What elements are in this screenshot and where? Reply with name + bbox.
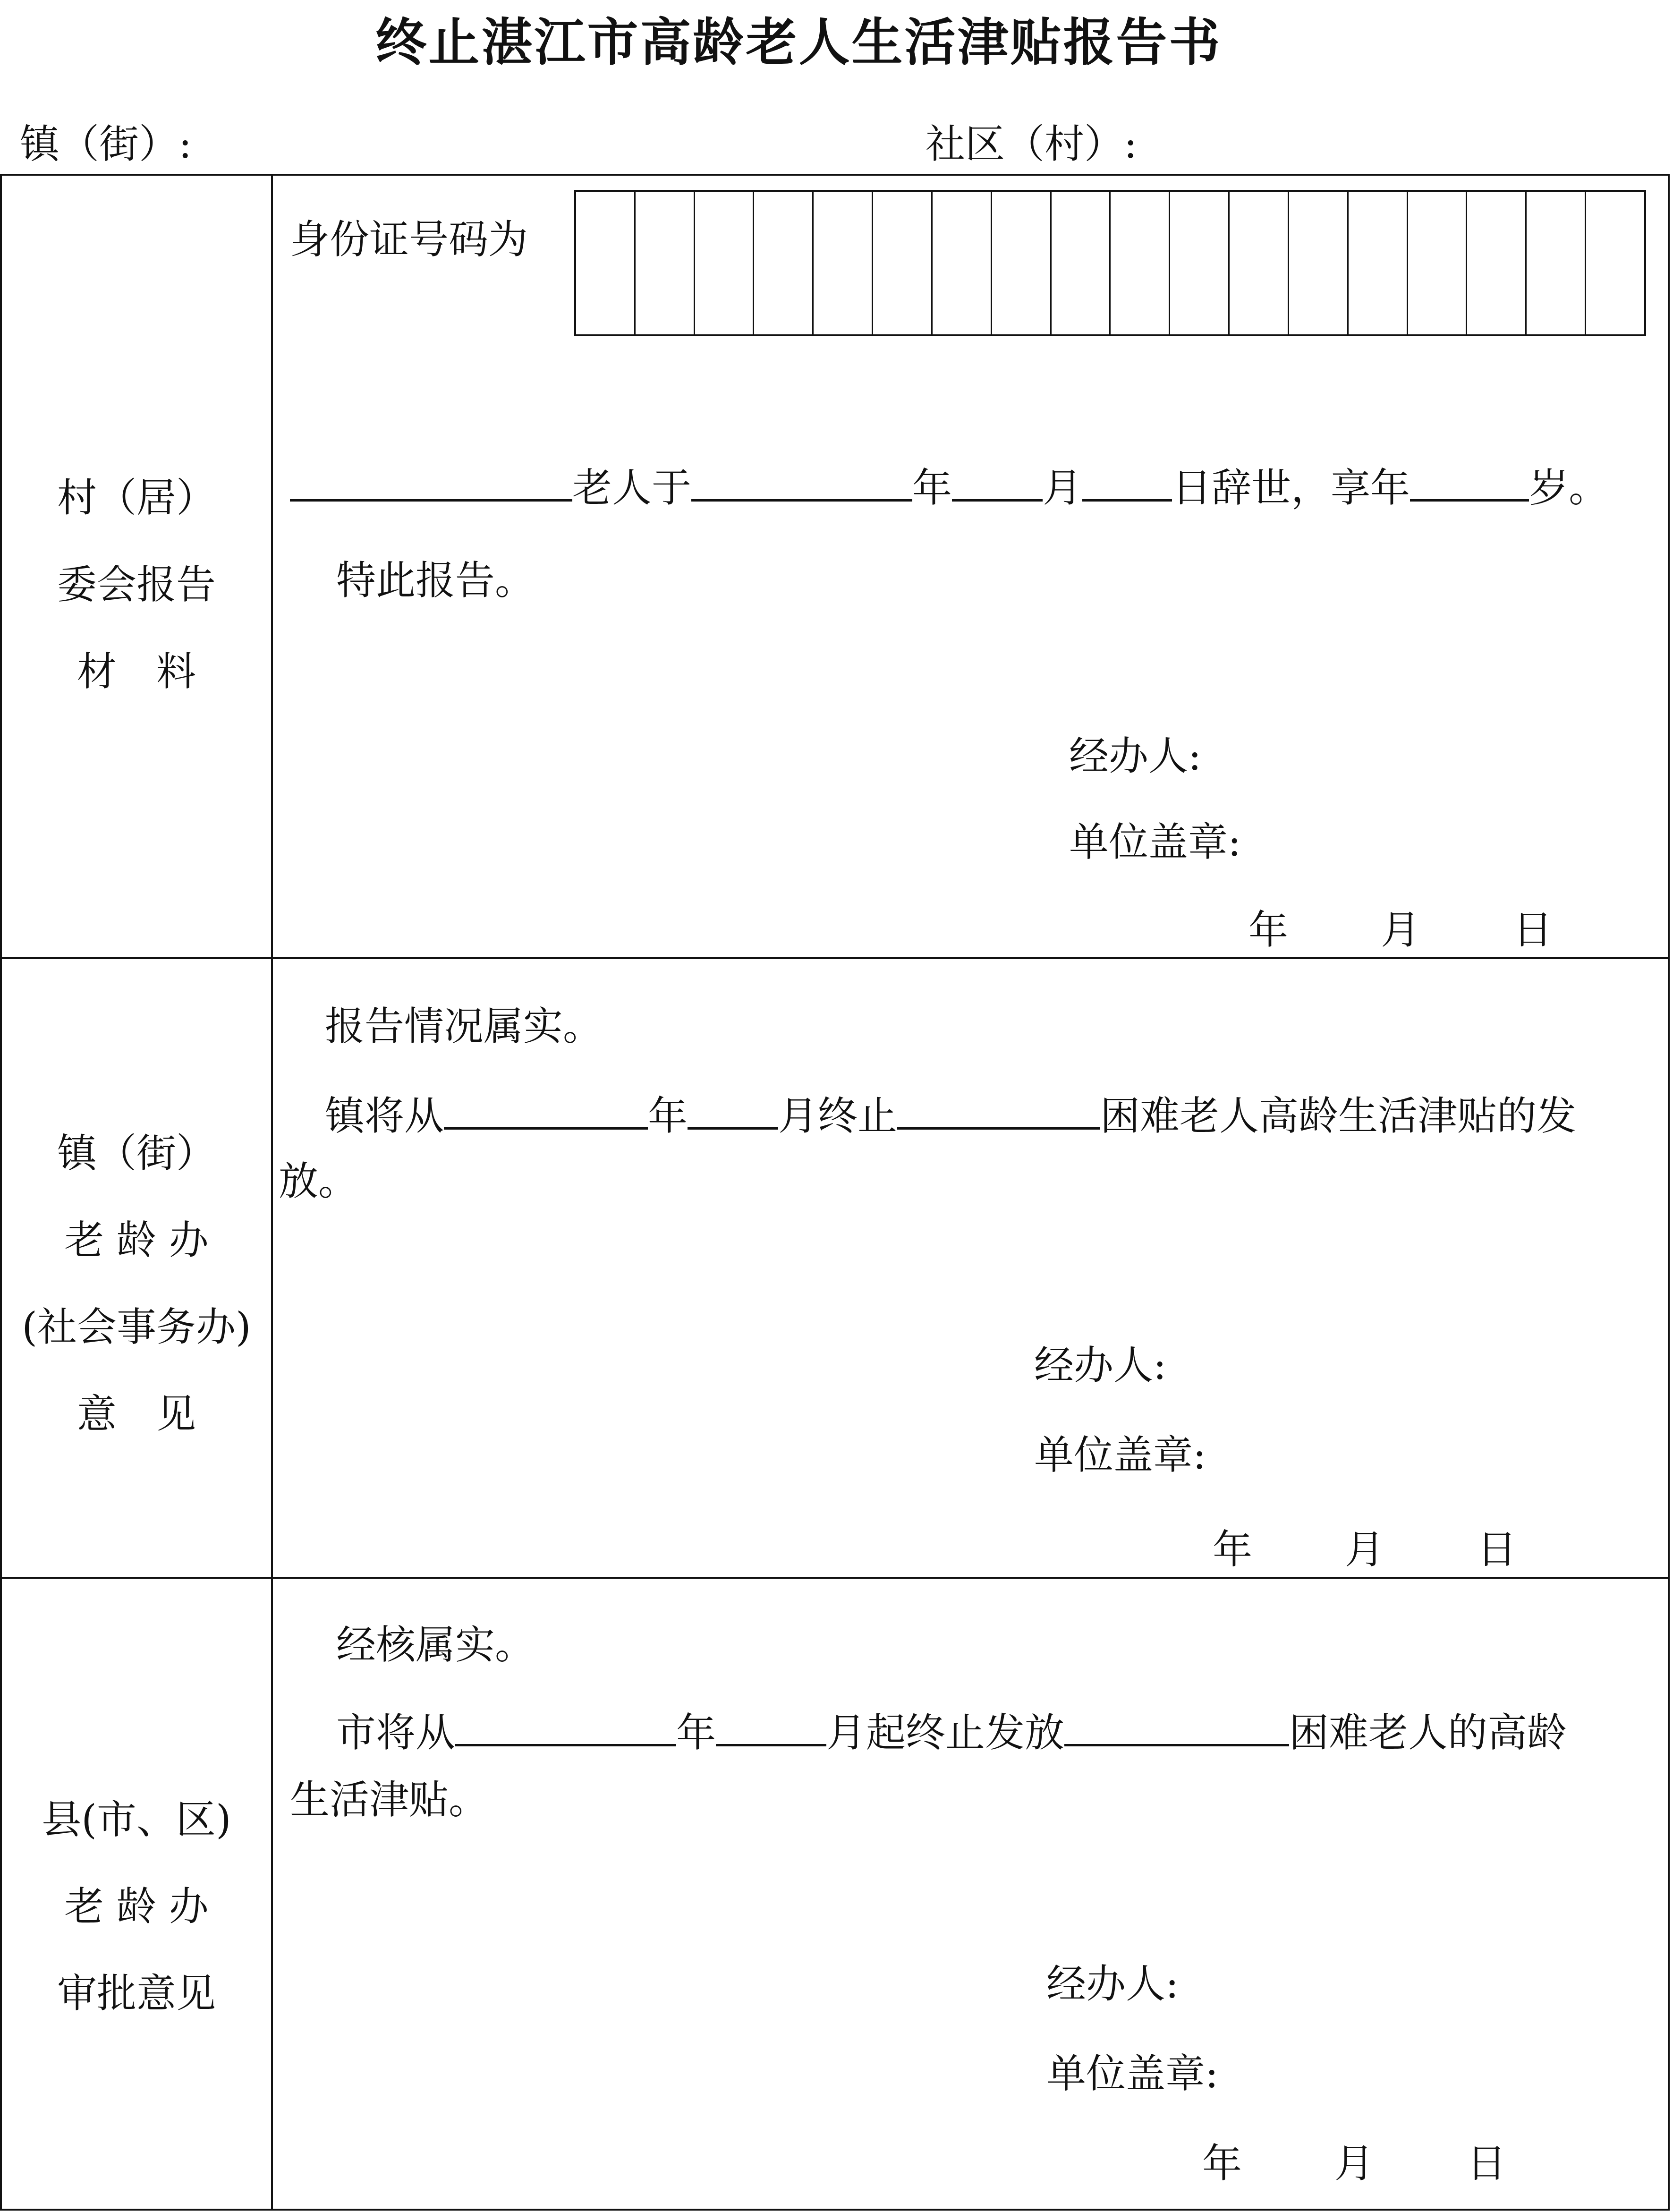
- id-digit-box[interactable]: [1111, 192, 1170, 334]
- sentence-text: 日辞世，享年: [1172, 465, 1410, 511]
- seal-label: 单位盖章:: [1046, 2050, 1219, 2097]
- confirm-statement: 经核属实。: [336, 1622, 535, 1668]
- seal-label: 单位盖章:: [1069, 819, 1241, 865]
- section1-label: [2, 454, 271, 715]
- id-digit-box[interactable]: [1586, 192, 1644, 334]
- id-number-label: 身份证号码为: [290, 216, 528, 263]
- city-stop-sentence: [336, 1707, 1567, 1759]
- sentence-text: 年: [648, 1093, 688, 1139]
- date-day: 日: [1513, 907, 1553, 953]
- town-stop-sentence-cont: 放。: [279, 1158, 358, 1204]
- page-title: 终止湛江市高龄老人生活津贴报告书: [375, 13, 1222, 72]
- id-digit-box[interactable]: [992, 192, 1052, 334]
- section2-date: [1213, 1523, 1517, 1575]
- section2-label-line: 意 见: [76, 1391, 196, 1437]
- town-year-blank[interactable]: [444, 1091, 648, 1130]
- handler-label: 经办人:: [1069, 733, 1202, 779]
- city-year-blank[interactable]: [455, 1708, 676, 1746]
- death-year-blank[interactable]: [691, 463, 912, 502]
- seal-label: 单位盖章:: [1034, 1432, 1206, 1478]
- id-digit-box[interactable]: [1527, 192, 1586, 334]
- sentence-text: 月: [1043, 465, 1083, 511]
- age-blank[interactable]: [1410, 463, 1529, 502]
- city-elder-name-blank[interactable]: [1064, 1708, 1289, 1746]
- row-divider-1: [0, 957, 1670, 959]
- sentence-text: 老人于: [572, 465, 692, 511]
- id-digit-box[interactable]: [873, 192, 933, 334]
- id-digit-box[interactable]: [576, 192, 636, 334]
- id-digit-box[interactable]: [1467, 192, 1527, 334]
- section1-label-line: 委会报告: [57, 562, 216, 608]
- id-digit-box[interactable]: [933, 192, 992, 334]
- death-month-blank[interactable]: [952, 463, 1043, 502]
- sentence-text: 市将从: [336, 1710, 456, 1756]
- date-month: 月: [1345, 1526, 1385, 1573]
- id-digit-box[interactable]: [1349, 192, 1408, 334]
- sentence-text: 岁。: [1529, 465, 1609, 511]
- town-stop-sentence: [325, 1090, 1576, 1142]
- sentence-text: 月终止: [778, 1093, 898, 1139]
- id-digit-box[interactable]: [1289, 192, 1349, 334]
- id-digit-box[interactable]: [1230, 192, 1289, 334]
- id-digit-box[interactable]: [1170, 192, 1230, 334]
- date-year: 年: [1202, 2140, 1242, 2186]
- section3-date: [1202, 2137, 1506, 2189]
- sentence-text: 困难老人高龄生活津贴的发: [1100, 1093, 1577, 1139]
- column-divider: [271, 174, 273, 2211]
- id-digit-box[interactable]: [1408, 192, 1468, 334]
- sentence-text: 年: [912, 465, 952, 511]
- section3-label-line: 县(市、区): [42, 1796, 231, 1843]
- city-month-blank[interactable]: [716, 1708, 826, 1746]
- section3-label: [2, 1776, 271, 2037]
- id-number-grid[interactable]: [574, 190, 1646, 336]
- community-label: 社区（村）:: [926, 121, 1138, 167]
- sentence-text: 年: [676, 1710, 716, 1756]
- section2-label-line: 老 龄 办: [64, 1217, 209, 1263]
- death-sentence: [290, 462, 1608, 514]
- section2-label-line: (社会事务办): [22, 1304, 251, 1350]
- city-stop-sentence-cont: 生活津贴。: [290, 1777, 489, 1823]
- id-digit-box[interactable]: [1052, 192, 1111, 334]
- town-label: 镇（街）:: [20, 121, 192, 167]
- death-day-blank[interactable]: [1082, 463, 1172, 502]
- date-year: 年: [1248, 907, 1289, 953]
- section2-label: [2, 1110, 271, 1457]
- report-statement: 特此报告。: [336, 557, 535, 604]
- date-month: 月: [1334, 2140, 1375, 2186]
- sentence-text: 月起终止发放: [826, 1710, 1065, 1756]
- id-digit-box[interactable]: [695, 192, 755, 334]
- elder-name-blank[interactable]: [290, 463, 572, 502]
- section1-date: [1248, 904, 1553, 956]
- date-year: 年: [1213, 1526, 1253, 1573]
- row-divider-2: [0, 1577, 1670, 1579]
- id-digit-box[interactable]: [636, 192, 695, 334]
- sentence-text: 镇将从: [325, 1093, 444, 1139]
- date-day: 日: [1467, 2140, 1507, 2186]
- id-digit-box[interactable]: [754, 192, 814, 334]
- handler-label: 经办人:: [1034, 1342, 1167, 1388]
- sentence-text: 困难老人的高龄: [1289, 1710, 1567, 1756]
- section1-label-line: 材 料: [76, 648, 196, 695]
- section3-label-line: 审批意见: [57, 1970, 216, 2016]
- date-day: 日: [1477, 1526, 1517, 1573]
- id-digit-box[interactable]: [814, 192, 873, 334]
- section3-label-line: 老 龄 办: [64, 1883, 209, 1930]
- date-month: 月: [1381, 907, 1421, 953]
- section2-label-line: 镇（街）: [57, 1130, 216, 1176]
- town-month-blank[interactable]: [688, 1091, 778, 1130]
- section1-label-line: 村（居）: [57, 475, 216, 521]
- verify-statement: 报告情况属实。: [325, 1003, 603, 1049]
- handler-label: 经办人:: [1046, 1961, 1179, 2007]
- town-elder-name-blank[interactable]: [897, 1091, 1100, 1130]
